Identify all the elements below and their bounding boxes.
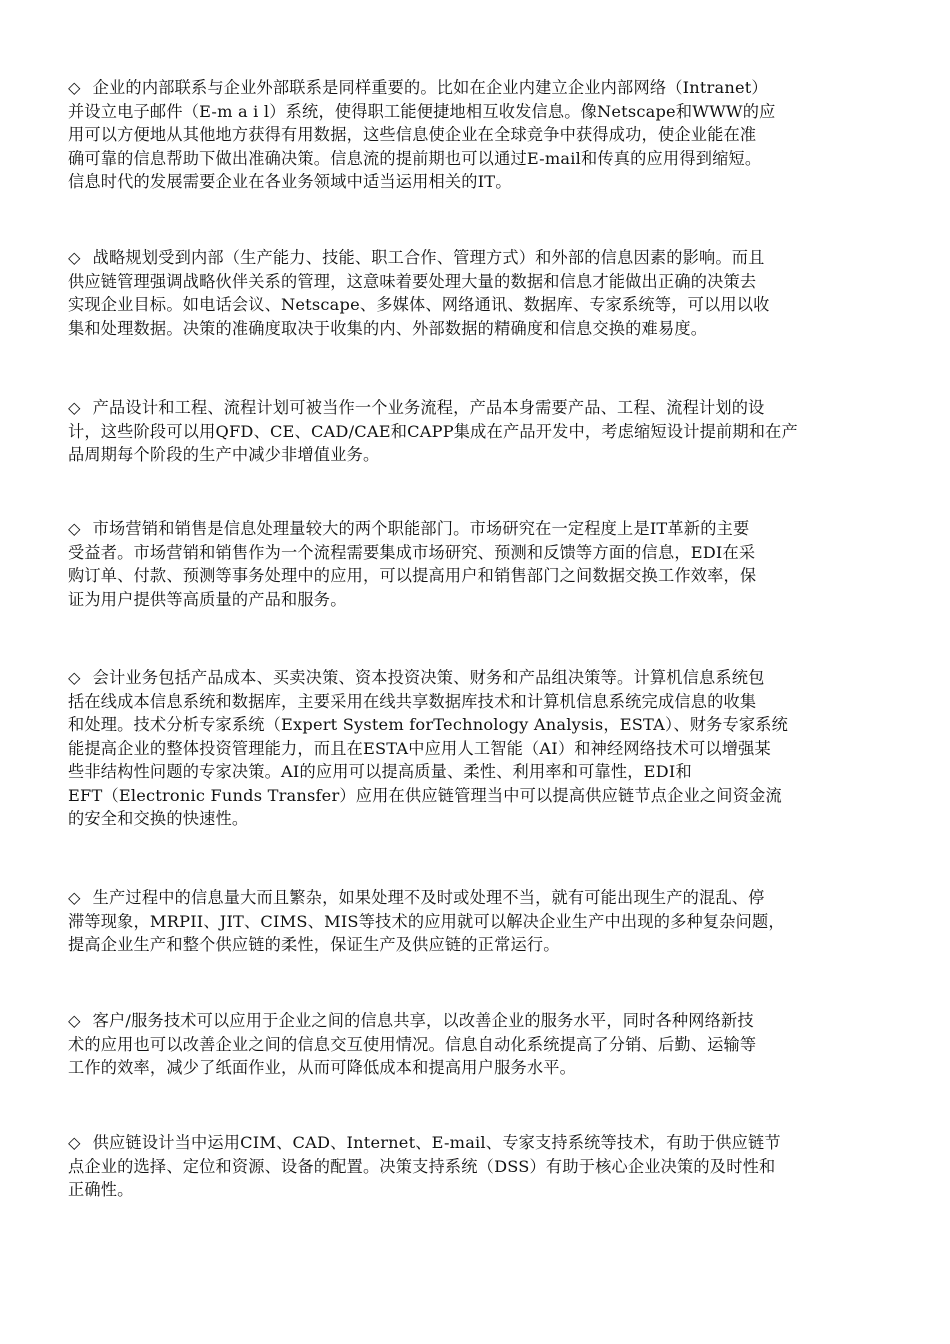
diamond-bullet-icon: ◇ xyxy=(68,519,81,538)
diamond-bullet-icon: ◇ xyxy=(68,1133,81,1152)
paragraph-product-design xyxy=(68,396,886,467)
paragraph-strategic-planning xyxy=(68,246,886,340)
diamond-bullet-icon: ◇ xyxy=(68,888,81,907)
paragraph-text: 战略规划受到内部（生产能力、技能、职工合作、管理方式）和外部的信息因素的影响。而且 供应链管理强调战略伙伴关系的管理，这意味着要处理大量的数据和信息才能做出正确的决策去 实现企业目标。如电话会议、Netscape、多媒体、网络通讯、数据库、专家系统等，可以用以收 集和处理数据。决策的准确度取决于收集的内、外部数据的精确度和信息交换的难易度。 xyxy=(68,248,770,338)
diamond-bullet-icon: ◇ xyxy=(68,1011,81,1030)
paragraph-text: 生产过程中的信息量大而且繁杂，如果处理不及时或处理不当，就有可能出现生产的混乱、停 滞等现象，MRPII、JIT、CIMS、MIS等技术的应用就可以解决企业生产中出现的多种复杂问题， 提高企业生产和整个供应链的柔性，保证生产及供应链的正常运行。 xyxy=(68,888,785,954)
paragraph-text: 企业的内部联系与企业外部联系是同样重要的。比如在企业内建立企业内部网络（Intranet） 并设立电子邮件（E-m a i l）系统，使得职工能便捷地相互收发信息。像Netscape和WWW的应 用可以方便地从其他地方获得有用数据，这些信息使企业在全球竞争中获得成功，使企业能在准 确可靠的信息帮助下做出准确决策。信息流的提前期也可以通过E-mail和传真的应用得到缩短。 信息时代的发展需要企业在各业务领域中适当运用相关的IT。 xyxy=(68,78,776,191)
diamond-bullet-icon: ◇ xyxy=(68,248,81,267)
paragraph-text: 市场营销和销售是信息处理量较大的两个职能部门。市场研究在一定程度上是IT革新的主要 受益者。市场营销和销售作为一个流程需要集成市场研究、预测和反馈等方面的信息，EDI在采 购订单、付款、预测等事务处理中的应用，可以提高用户和销售部门之间数据交换工作效率，保 证为用户提供等高质量的产品和服务。 xyxy=(68,519,757,609)
paragraph-text: 客户/服务技术可以应用于企业之间的信息共享，以改善企业的服务水平，同时各种网络新技 术的应用也可以改善企业之间的信息交互使用情况。信息自动化系统提高了分销、后勤、运输等 工作的效率，减少了纸面作业，从而可降低成本和提高用户服务水平。 xyxy=(68,1011,757,1077)
paragraph-production-process xyxy=(68,886,886,957)
diamond-bullet-icon: ◇ xyxy=(68,78,81,97)
paragraph-text: 产品设计和工程、流程计划可被当作一个业务流程，产品本身需要产品、工程、流程计划的设 计，这些阶段可以用QFD、CE、CAD/CAE和CAPP集成在产品开发中，考虑缩短设计提前期和在产 品周期每个阶段的生产中减少非增值业务。 xyxy=(68,398,798,464)
paragraph-text: 供应链设计当中运用CIM、CAD、Internet、E-mail、专家支持系统等技术，有助于供应链节 点企业的选择、定位和资源、设备的配置。决策支持系统（DSS）有助于核心企业决策的及时性和 正确性。 xyxy=(68,1133,781,1199)
diamond-bullet-icon: ◇ xyxy=(68,668,81,687)
paragraph-supply-chain-design xyxy=(68,1131,886,1202)
diamond-bullet-icon: ◇ xyxy=(68,398,81,417)
paragraph-accounting xyxy=(68,666,886,831)
paragraph-internal-external-communication xyxy=(68,76,886,194)
paragraph-text: 会计业务包括产品成本、买卖决策、资本投资决策、财务和产品组决策等。计算机信息系统包 括在线成本信息系统和数据库，主要采用在线共享数据库技术和计算机信息系统完成信息的收集 和处理。技术分析专家系统（Expert System forTechnology Analysis，ESTA）、财务专家系统 能提高企业的整体投资管理能力，而且在ESTA中应用人工智能（AI）和神经网络技术可以增强某 些非结构性问题的专家决策。AI的应用可以提高质量、柔性、利用率和可靠性，EDI和 EFT（Electronic Funds Transfer）应用在供应链管理当中可以提高供应链节点企业之间资金流 的安全和交换的快速性。 xyxy=(68,668,789,828)
paragraph-marketing-sales xyxy=(68,517,886,611)
paragraph-client-service xyxy=(68,1009,886,1080)
